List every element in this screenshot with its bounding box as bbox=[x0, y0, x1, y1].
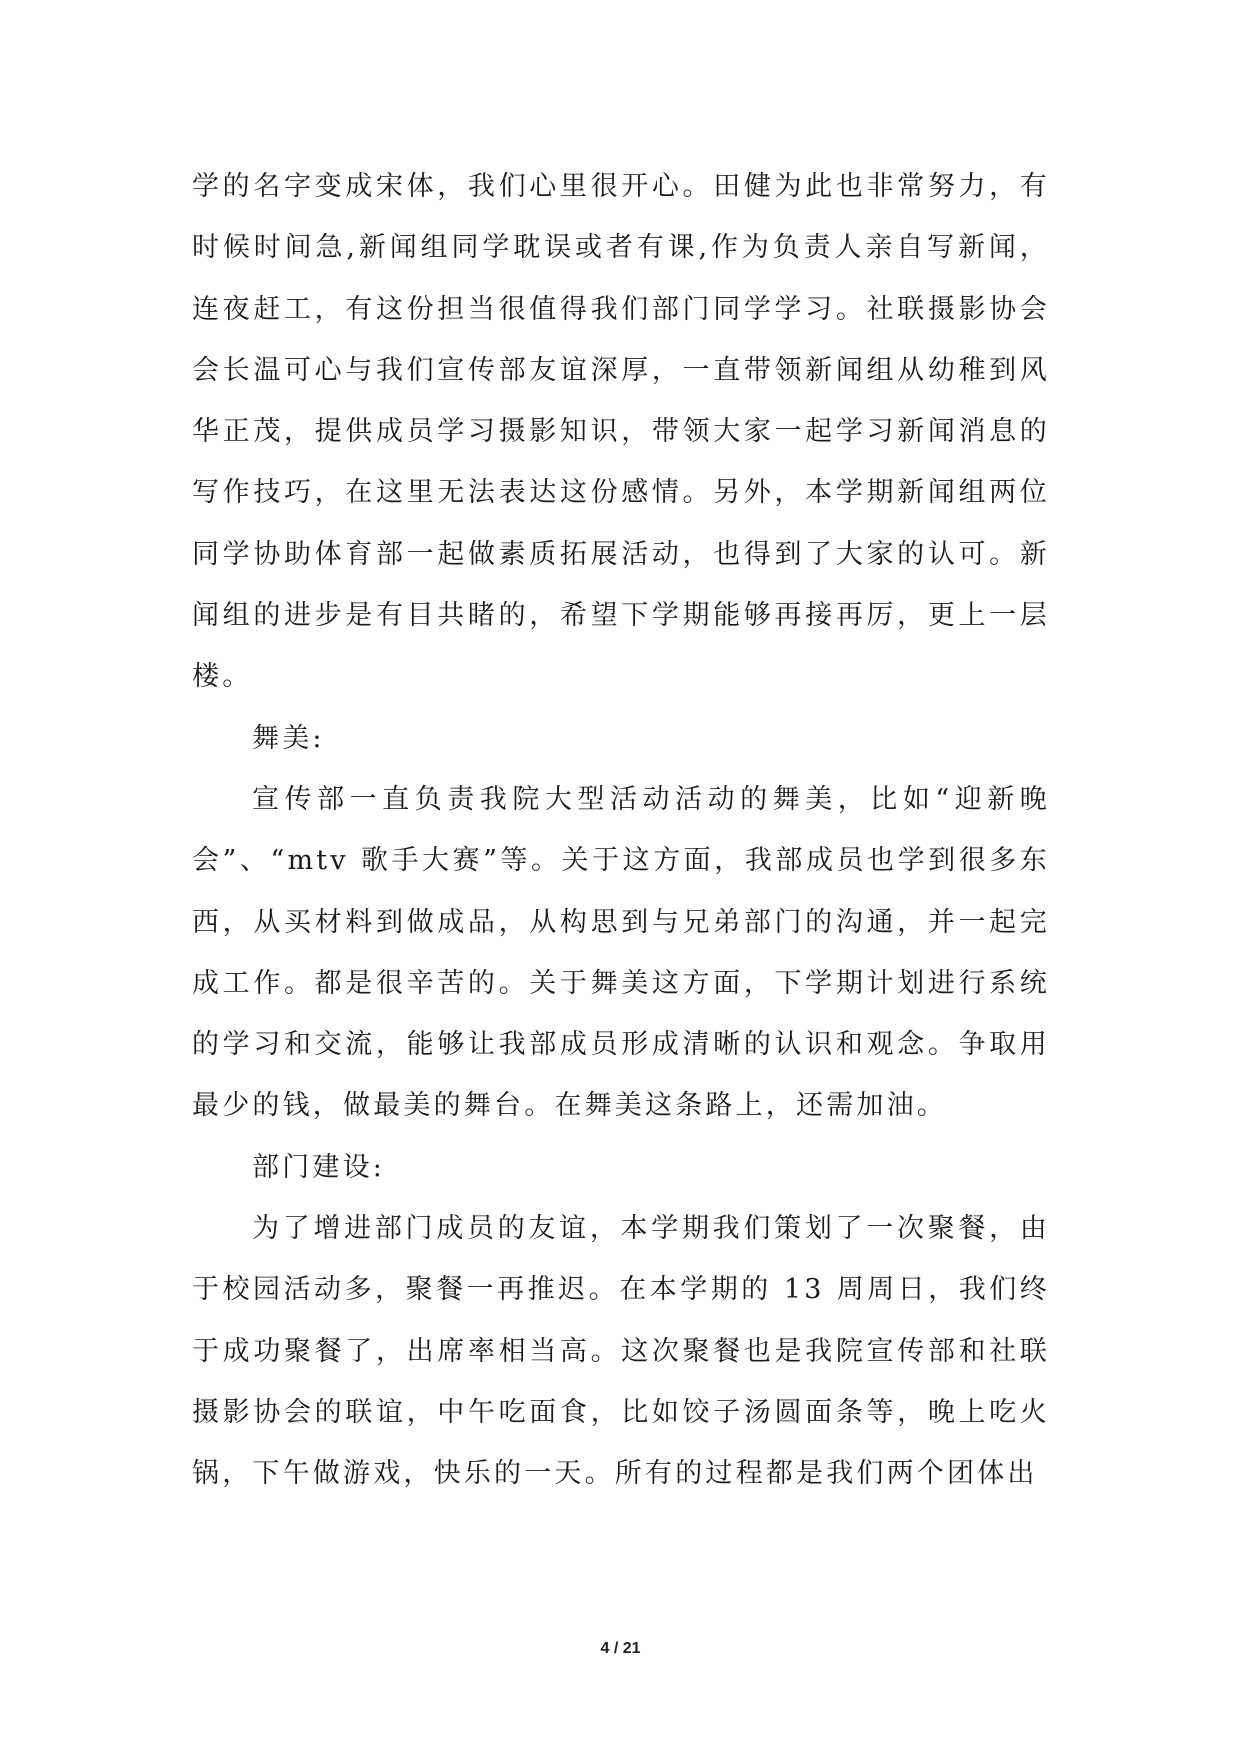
section-heading-dept: 部门建设: bbox=[252, 1151, 386, 1183]
section-heading-stage: 舞美: bbox=[252, 722, 325, 754]
paragraph-stage: 宣传部一直负责我院大型活动活动的舞美，比如“迎新晚会”、“mtv 歌手大赛”等。关于这方面，我部成员也学到很多东西，从买材料到做成品，从构思到与兄弟部门的沟通，并一起完成工作。都是很辛苦的。关于舞美这方面，下学期计划进行系统的学习和交流，能够让我部成员形成清晰的认识和观念。争取用最少的钱，做最美的舞台。在舞美这条路上，还需加油。 bbox=[192, 783, 1050, 1122]
paragraph-news-continued: 学的名字变成宋体，我们心里很开心。田健为此也非常努力，有时候时间急,新闻组同学耽误或者有课,作为负责人亲自写新闻，连夜赶工，有这份担当很值得我们部门同学学习。社联摄影协会会长温可心与我们宣传部友谊深厚，一直带领新闻组从幼稚到风华正茂，提供成员学习摄影知识，带领大家一起学习新闻消息的写作技巧，在这里无法表达这份感情。另外，本学期新闻组两位同学协助体育部一起做素质拓展活动，也得到了大家的认可。新闻组的进步是有目共睹的，希望下学期能够再接再厉，更上一层楼。 bbox=[192, 171, 1050, 693]
page-number: 4 / 21 bbox=[600, 1640, 641, 1657]
paragraph-dept: 为了增进部门成员的友谊，本学期我们策划了一次聚餐，由于校园活动多，聚餐一再推迟。在本学期的 13 周周日，我们终于成功聚餐了，出席率相当高。这次聚餐也是我院宣传部和社联摄影协会的联谊，中午吃面食，比如饺子汤圆面条等，晚上吃火锅，下午做游戏，快乐的一天。所有的过程都是我们两个团体出 bbox=[192, 1213, 1050, 1490]
page-body bbox=[192, 156, 1050, 1505]
